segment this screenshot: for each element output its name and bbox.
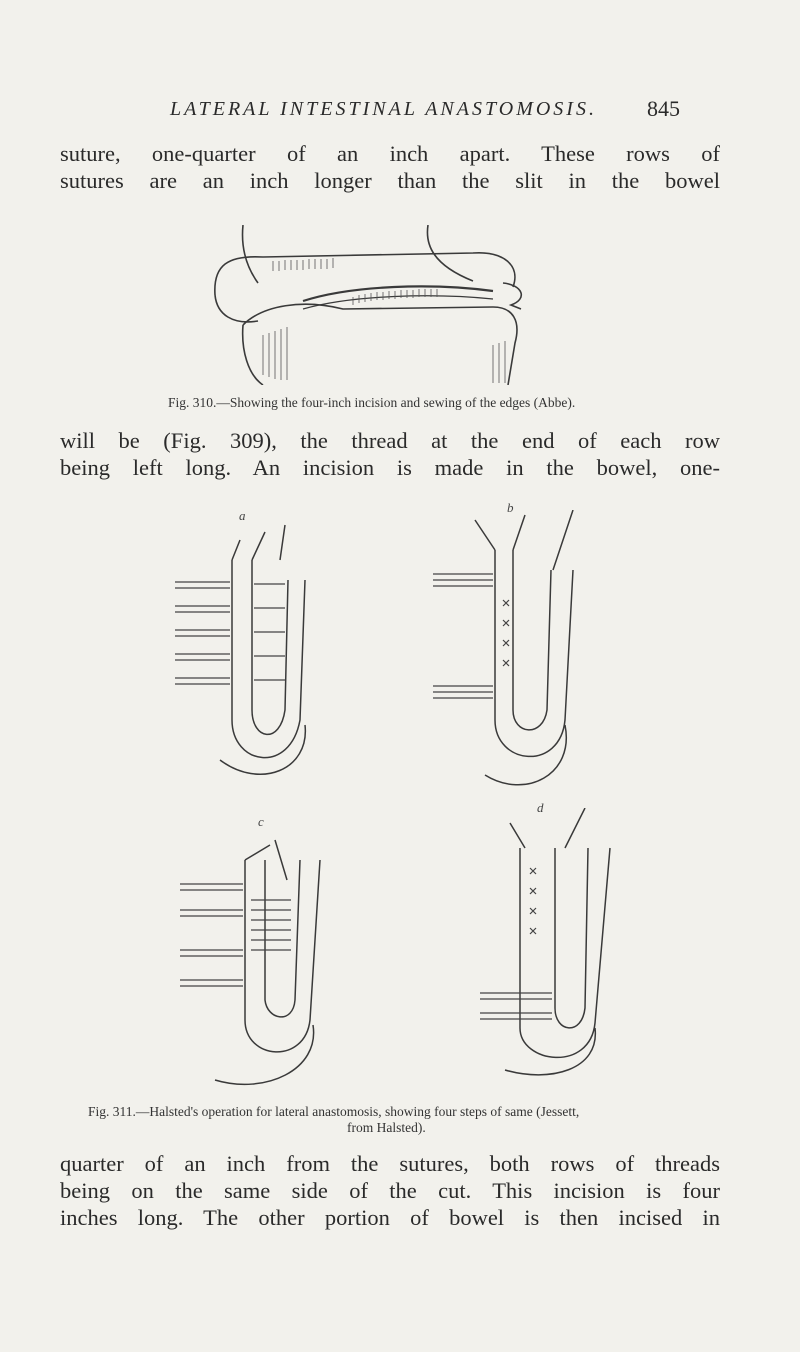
paragraph-line: quarter of an inch from the sutures, both rows of threads: [60, 1151, 720, 1176]
running-head: [170, 98, 680, 121]
panel-label-c: c: [258, 814, 264, 829]
page-number: 845: [647, 96, 680, 121]
figure-311-panel-c: [175, 820, 335, 1090]
figure-311-caption-line-1: Fig. 311.—Halsted's operation for lateral anastomosis, showing four steps of same (Jessett,: [88, 1104, 580, 1119]
figure-310-illustration: [203, 225, 533, 385]
figure-311-panel-d: [470, 808, 620, 1078]
figure-311-panel-b: [425, 510, 575, 790]
figure-310-caption: Fig. 310.—Showing the four-inch incision and sewing of the edges (Abbe).: [168, 395, 576, 410]
running-head-title: LATERAL INTESTINAL ANASTOMOSIS.: [170, 98, 597, 120]
panel-label-b: b: [507, 500, 514, 515]
panel-label-d: d: [537, 800, 544, 815]
figure-311-caption-line-2: from Halsted).: [347, 1120, 426, 1135]
panel-label-a: a: [239, 508, 246, 523]
paragraph-line: sutures are an inch longer than the slit in the bowel: [60, 168, 720, 193]
paragraph-line: being on the same side of the cut. This incision is four: [60, 1178, 720, 1203]
paragraph-line: being left long. An incision is made in the bowel, one-: [60, 455, 720, 480]
figure-311-panel-a: [170, 520, 320, 780]
paragraph-line: suture, one-quarter of an inch apart. These rows of: [60, 141, 720, 166]
paragraph-line: inches long. The other portion of bowel is then incised in: [60, 1205, 720, 1230]
paragraph-line: will be (Fig. 309), the thread at the end of each row: [60, 428, 720, 453]
